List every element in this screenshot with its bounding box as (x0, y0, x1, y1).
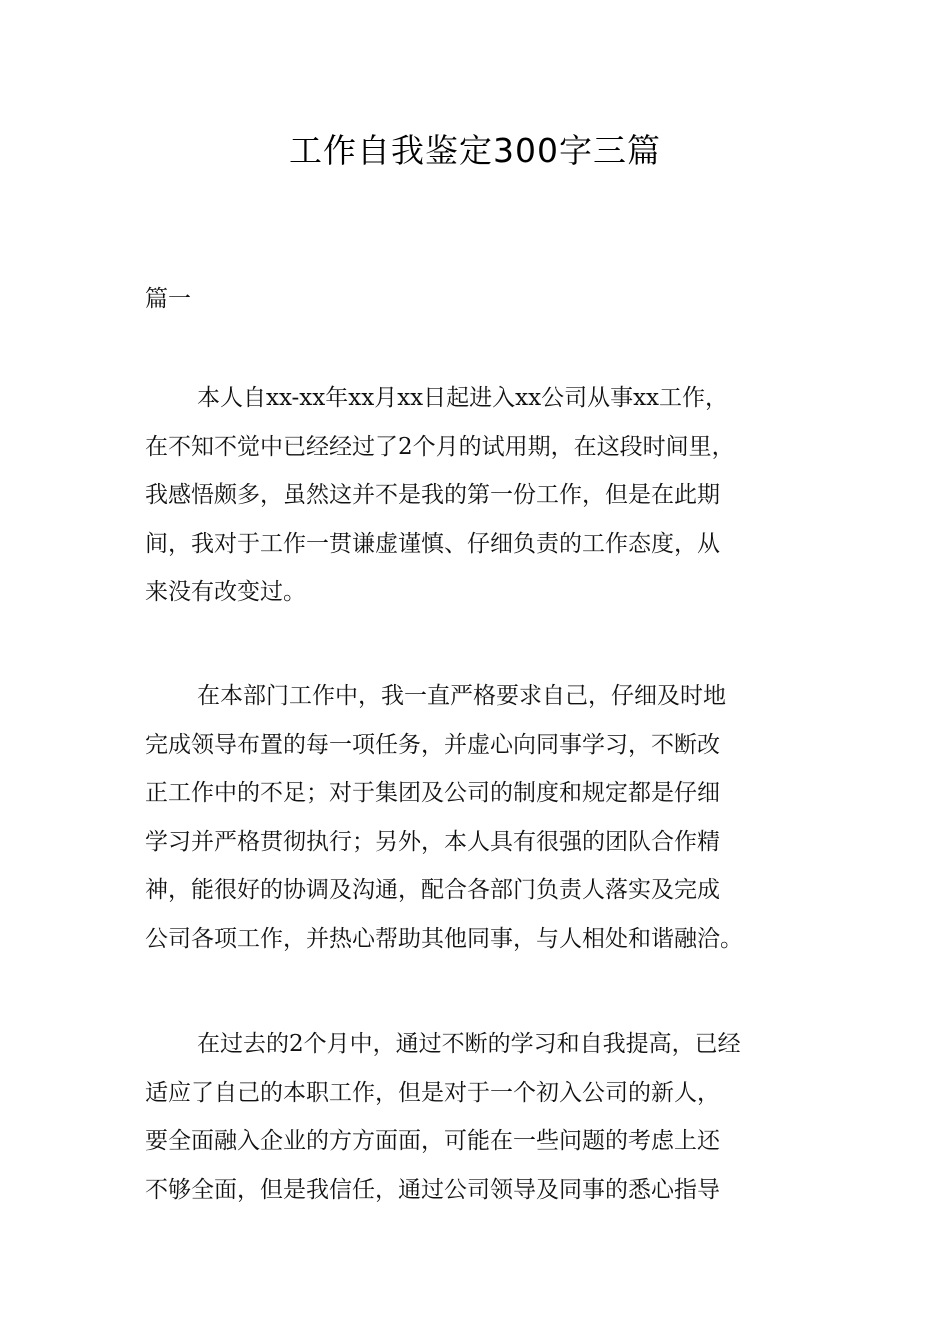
paragraph-line: 完成领导布置的每一项任务，并虚心向同事学习，不断改 (145, 731, 720, 758)
paragraph-line: 间，我对于工作一贯谦虚谨慎、仔细负责的工作态度，从 (145, 530, 720, 557)
paragraph-3 (145, 1020, 835, 1214)
paragraph-line: 正工作中的不足；对于集团及公司的制度和规定都是仔细 (145, 780, 720, 807)
paragraph-line: 不够全面，但是我信任，通过公司领导及同事的悉心指导 (145, 1176, 720, 1203)
paragraph-line: 本人自xx-xx年xx月xx日起进入xx公司从事xx工作， (197, 385, 729, 411)
paragraph-line: 要全面融入企业的方方面面，可能在一些问题的考虑上还 (145, 1128, 720, 1155)
paragraph-line: 在本部门工作中，我一直严格要求自己，仔细及时地 (197, 683, 726, 709)
document-title: 工作自我鉴定300字三篇 (289, 131, 661, 170)
paragraph-line: 公司各项工作，并热心帮助其他同事，与人相处和谐融洽。 (145, 925, 743, 952)
paragraph-line: 神，能很好的协调及沟通，配合各部门负责人落实及完成 (145, 877, 720, 904)
paragraph-line: 我感悟颇多，虽然这并不是我的第一份工作，但是在此期 (145, 482, 720, 509)
paragraph-line: 在不知不觉中已经经过了2个月的试用期，在这段时间里， (145, 433, 735, 460)
section-label: 篇一 (145, 286, 191, 312)
paragraph-line: 适应了自己的本职工作，但是对于一个初入公司的新人， (145, 1079, 720, 1106)
paragraph-line: 学习并严格贯彻执行；另外，本人具有很强的团队合作精 (145, 828, 720, 855)
paragraph-line: 来没有改变过。 (145, 579, 306, 606)
paragraph-2 (145, 672, 835, 964)
paragraph-line: 在过去的2个月中，通过不断的学习和自我提高，已经 (197, 1031, 741, 1057)
paragraph-1 (145, 374, 835, 617)
